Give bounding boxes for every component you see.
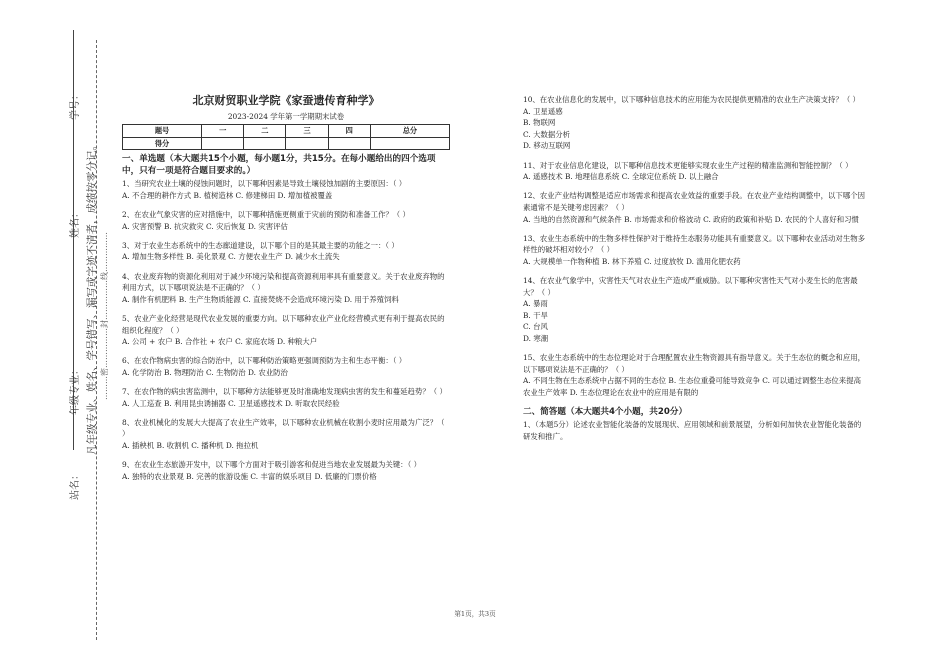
question-item bbox=[122, 355, 450, 378]
short-answer-list bbox=[523, 419, 868, 442]
question-stem: 11、对于农业信息化建设，以下哪种信息技术更能够实现农业生产过程的精准监测和智能控制？（ ） bbox=[523, 160, 853, 170]
question-option: A. 灾害预警 B. 抗灾救灾 C. 灾后恢复 D. 灾害评估 bbox=[122, 221, 288, 231]
binding-strip bbox=[0, 0, 110, 672]
student-id-label: 学号： bbox=[70, 90, 81, 120]
question-option: D. 寒潮 bbox=[523, 334, 549, 344]
score-header-cell: 总分 bbox=[370, 125, 449, 138]
question-item bbox=[122, 178, 450, 201]
question-option: A. 化学防治 B. 物理防治 C. 生物防治 D. 农业防治 bbox=[122, 367, 288, 377]
question-option: B. 干旱 bbox=[523, 310, 548, 320]
question-stem: 9、在农业生态旅游开发中，以下哪个方面对于吸引游客和促进当地农业发展最为关键：（ ） bbox=[122, 460, 421, 470]
question-stem: 7、在农作物的病虫害监测中，以下哪种方法能够更及时准确地发现病虫害的发生和蔓延趋势？（ ） bbox=[122, 387, 447, 397]
question-stem: 4、农业废弃物的资源化利用对于减少环境污染和提高资源利用率具有重要意义。关于农业废弃物的利用方式，以下哪项说法是不正确的？（ ） bbox=[122, 271, 445, 293]
question-option: A. 人工巡查 B. 利用昆虫诱捕器 C. 卫星遥感技术 D. 听取农民经验 bbox=[122, 398, 340, 408]
question-stem: 14、在农业气象学中，灾害性天气对农业生产造成严重威胁。以下哪种灾害性天气对小麦生长的危害最大？（ ） bbox=[523, 276, 858, 297]
question-option: A. 增加生物多样性 B. 美化景观 C. 方便农业生产 D. 减少水土流失 bbox=[122, 252, 340, 262]
question-item bbox=[523, 94, 868, 152]
score-table-header-row bbox=[123, 125, 450, 138]
score-cell bbox=[244, 137, 286, 150]
question-stem: 5、农业产业化经营是现代农业发展的重要方向。以下哪种农业产业化经营模式更有利于提高农民的组织化程度？（ ） bbox=[122, 313, 445, 335]
question-option: D. 移动互联网 bbox=[523, 141, 571, 151]
question-stem: 13、农业生态系统中的生物多样性保护对于维持生态服务功能具有重要意义。以下哪种农业活动对生物多样性的破坏相对较小？（ ） bbox=[523, 233, 865, 255]
question-item bbox=[122, 459, 450, 482]
question-stem: 1、（本题5分）论述农业智能化装备的发展现状、应用领域和前景展望，分析如何加快农业智能化装备的研发和推广。 bbox=[523, 420, 862, 441]
question-item bbox=[523, 352, 868, 398]
score-header-cell: 一 bbox=[202, 125, 244, 138]
question-option: A. 不合理的耕作方式 B. 植树造林 C. 修建梯田 D. 增加植被覆盖 bbox=[122, 190, 333, 200]
score-table-row bbox=[123, 137, 450, 150]
question-stem: 2、在农业气象灾害的应对措施中，以下哪种措施更侧重于灾前的预防和准备工作？（ ） bbox=[122, 209, 410, 219]
question-option: A. 卫星遥感 bbox=[523, 106, 563, 116]
question-item bbox=[523, 190, 868, 225]
question-option: A. 不同生物在生态系统中占据不同的生态位 B. 生态位重叠可能导致竞争 C. 可以通过调整生态位来提高农业生产效率 D. 生态位理论在农业中的应用是有限的 bbox=[523, 376, 861, 398]
score-header-cell: 四 bbox=[328, 125, 370, 138]
question-stem: 12、农业产业结构调整是适应市场需求和提高农业效益的重要手段。在农业产业结构调整中，以下哪个因素通常不是关键考虑因素？（ ） bbox=[523, 191, 865, 212]
section1-heading: 一、单选题（本大题共15个小题，每小题1分，共15分。在每小题给出的四个选项中，只有一项是符合题目要求的。） bbox=[122, 154, 436, 177]
question-option: A. 遥感技术 B. 地理信息系统 C. 全球定位系统 D. 以上融合 bbox=[523, 172, 719, 182]
score-cell bbox=[202, 137, 244, 150]
question-item bbox=[122, 313, 450, 348]
score-table bbox=[122, 124, 450, 150]
question-stem: 1、当研究农业土壤的侵蚀问题时，以下哪种因素是导致土壤侵蚀加剧的主要原因：（ ） bbox=[122, 179, 407, 189]
question-stem: 3、对于农业生态系统中的生态廊道建设，以下哪个目的是其最主要的功能之一：（ ） bbox=[122, 240, 399, 250]
question-stem: 6、在农作物病虫害的综合防治中，以下哪种防治策略更强调预防为主和生态平衡：（ ） bbox=[122, 356, 407, 366]
question-option: A. 大规模单一作物种植 B. 林下养殖 C. 过度放牧 D. 滥用化肥农药 bbox=[523, 256, 741, 266]
question-item bbox=[523, 160, 868, 183]
score-cell bbox=[286, 137, 328, 150]
question-option: C. 台风 bbox=[523, 322, 548, 332]
name-label: 姓名： bbox=[70, 208, 81, 238]
score-cell bbox=[370, 137, 449, 150]
question-item bbox=[523, 419, 868, 442]
question-stem: 8、农业机械化的发展大大提高了农业生产效率，以下哪种农业机械在收割小麦时应用最为广泛？（ ） bbox=[122, 417, 445, 439]
left-column bbox=[122, 92, 450, 490]
question-option: A. 制作有机肥料 B. 生产生物质能源 C. 直接焚烧不会造成环境污染 D. 用于养殖饲料 bbox=[122, 294, 399, 304]
question-item bbox=[122, 209, 450, 232]
score-header-cell: 二 bbox=[244, 125, 286, 138]
binding-notice: 凡年级专业、姓名、学号错写、漏写或字迹不清者，成绩按零分记。 bbox=[86, 140, 98, 455]
section2-heading: 二、简答题（本大题共4个小题，共20分） bbox=[523, 407, 688, 418]
question-option: A. 插秧机 B. 收割机 C. 播种机 D. 拖拉机 bbox=[122, 441, 259, 451]
question-option: A. 独特的农业景观 B. 完善的旅游设施 C. 丰富的娱乐项目 D. 低廉的门票价格 bbox=[122, 471, 377, 481]
page-footer: 第1页，共3页 bbox=[454, 610, 496, 618]
question-item bbox=[523, 275, 868, 345]
question-item bbox=[122, 271, 450, 306]
school-label: 站名： bbox=[70, 470, 81, 500]
question-list-right bbox=[523, 94, 868, 399]
score-cell bbox=[328, 137, 370, 150]
question-stem: 10、在农业信息化的发展中，以下哪种信息技术的应用能为农民提供更精准的农业生产决策支持？（ ） bbox=[523, 95, 860, 104]
question-option: A. 当地的自然资源和气候条件 B. 市场需求和价格波动 C. 政府的政策和补贴 D. 农民的个人喜好和习惯 bbox=[523, 214, 859, 224]
question-option: C. 大数据分析 bbox=[523, 129, 571, 139]
question-stem: 15、农业生态系统中的生态位理论对于合理配置农业生物资源具有指导意义。关于生态位的概念和应用，以下哪项说法是不正确的？（ ） bbox=[523, 353, 865, 374]
question-option: A. 暴雨 bbox=[523, 299, 548, 309]
score-header-cell: 题号 bbox=[123, 125, 202, 138]
question-item bbox=[122, 386, 450, 409]
question-item bbox=[122, 417, 450, 452]
right-column bbox=[523, 94, 868, 450]
question-list-left bbox=[122, 178, 450, 482]
score-row-label: 得分 bbox=[123, 137, 202, 150]
seal-line-text: ………密……………封……………线…………… bbox=[100, 232, 109, 400]
question-option: B. 物联网 bbox=[523, 118, 556, 128]
question-item bbox=[523, 233, 868, 268]
exam-subtitle: 2023-2024 学年第一学期期末试卷 bbox=[227, 112, 345, 121]
exam-title: 北京财贸职业学院《家蚕遗传育种学》 bbox=[192, 94, 380, 107]
score-header-cell: 三 bbox=[286, 125, 328, 138]
question-item bbox=[122, 240, 450, 263]
major-label: 年级专业： bbox=[70, 365, 81, 415]
question-option: A. 公司 + 农户 B. 合作社 + 农户 C. 家庭农场 D. 种粮大户 bbox=[122, 337, 318, 347]
